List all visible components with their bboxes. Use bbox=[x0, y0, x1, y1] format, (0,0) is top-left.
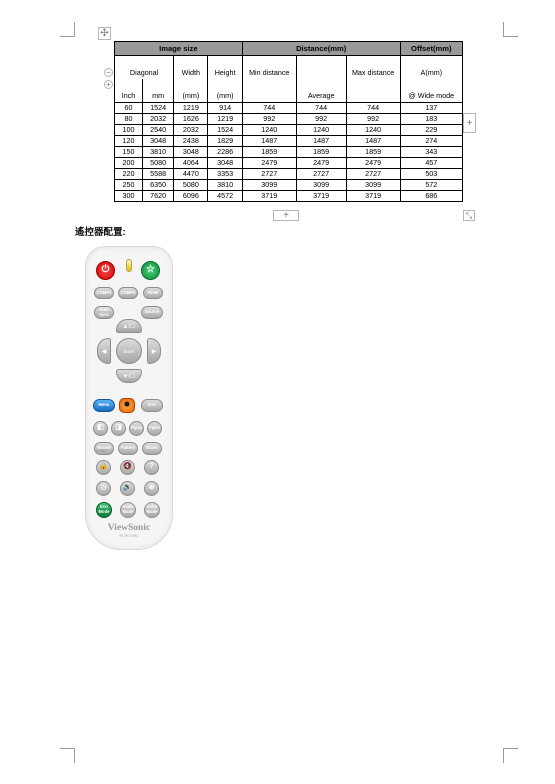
auto-sync-key: Auto Sync bbox=[94, 306, 114, 319]
cell-min-distance: 744 bbox=[242, 103, 296, 114]
power-icon: ⏻ bbox=[96, 261, 115, 280]
cell-max-distance: 1240 bbox=[346, 125, 400, 136]
unit-height-mm: (mm) bbox=[208, 79, 242, 103]
eco-mode-key: Eco Mode bbox=[96, 502, 112, 518]
volume-icon: 🔉 bbox=[120, 481, 135, 496]
cell-diagonal-mm: 7620 bbox=[143, 191, 174, 202]
table-row bbox=[115, 180, 463, 191]
blank-key: Blank bbox=[142, 442, 162, 455]
cell-diagonal-mm: 2032 bbox=[143, 114, 174, 125]
subheader-min-distance: Min distance bbox=[242, 56, 296, 80]
laser-icon: ✸ bbox=[119, 398, 135, 413]
cell-diagonal-mm: 5080 bbox=[143, 158, 174, 169]
cell-min-distance: 1240 bbox=[242, 125, 296, 136]
cell-diagonal-mm: 5588 bbox=[143, 169, 174, 180]
header-image-size: Image size bbox=[115, 42, 243, 56]
cell-min-distance: 1487 bbox=[242, 136, 296, 147]
unit-offset-wide-mode: @ Wide mode bbox=[400, 79, 462, 103]
star-icon: ☆ bbox=[141, 261, 160, 280]
cell-max-distance: 1487 bbox=[346, 136, 400, 147]
cell-min-distance: 3099 bbox=[242, 180, 296, 191]
unit-max bbox=[346, 79, 400, 103]
cell-height-mm: 3048 bbox=[208, 158, 242, 169]
table-row bbox=[115, 191, 463, 202]
cell-min-distance: 992 bbox=[242, 114, 296, 125]
pattern-key: Pattern bbox=[118, 442, 138, 455]
down-key-icon: ▼/☐ bbox=[116, 369, 142, 383]
table-row bbox=[115, 103, 463, 114]
cell-inch: 80 bbox=[115, 114, 143, 125]
cell-average-distance: 1859 bbox=[296, 147, 346, 158]
cell-height-mm: 1829 bbox=[208, 136, 242, 147]
column-insert-icon[interactable]: + bbox=[463, 113, 476, 133]
cell-height-mm: 3353 bbox=[208, 169, 242, 180]
cell-width-mm: 6096 bbox=[174, 191, 208, 202]
crop-mark-top-right bbox=[503, 22, 518, 37]
cell-max-distance: 744 bbox=[346, 103, 400, 114]
row-insert-icon[interactable]: + bbox=[104, 80, 113, 89]
audio-mode-key: Audio Mode bbox=[120, 502, 136, 518]
cell-average-distance: 3099 bbox=[296, 180, 346, 191]
comp1-key: COMP1 bbox=[94, 287, 114, 299]
cell-height-mm: 3810 bbox=[208, 180, 242, 191]
mouse-key: Mouse bbox=[94, 442, 114, 455]
left-key-icon: ◀ bbox=[97, 338, 111, 364]
cell-width-mm: 1626 bbox=[174, 114, 208, 125]
cell-offset: 457 bbox=[400, 158, 462, 169]
unit-mm: mm bbox=[143, 79, 174, 103]
page-left-icon: ◧ bbox=[93, 421, 108, 436]
table-move-handle-icon[interactable]: ✣ bbox=[98, 27, 111, 40]
subheader-max-distance: Max distance bbox=[346, 56, 400, 80]
cell-max-distance: 2727 bbox=[346, 169, 400, 180]
source-key: Source bbox=[141, 306, 163, 319]
exit-key: Exit bbox=[141, 399, 163, 412]
cell-average-distance: 1487 bbox=[296, 136, 346, 147]
table-row bbox=[115, 136, 463, 147]
table-row bbox=[115, 147, 463, 158]
cell-offset: 503 bbox=[400, 169, 462, 180]
unit-average: Average bbox=[296, 79, 346, 103]
cell-inch: 60 bbox=[115, 103, 143, 114]
cell-diagonal-mm: 3810 bbox=[143, 147, 174, 158]
brand-logo: ViewSonic bbox=[107, 523, 151, 533]
comp2-key: COMP2 bbox=[118, 287, 138, 299]
cell-average-distance: 1240 bbox=[296, 125, 346, 136]
up-key-icon: ▲/☐ bbox=[116, 319, 142, 333]
model-number: RCP070B1 bbox=[119, 534, 139, 538]
cell-offset: 137 bbox=[400, 103, 462, 114]
timer-icon: ◷ bbox=[96, 481, 111, 496]
crop-mark-bottom-right bbox=[503, 748, 518, 763]
cell-offset: 686 bbox=[400, 191, 462, 202]
cell-height-mm: 4572 bbox=[208, 191, 242, 202]
remote-control-image bbox=[85, 246, 173, 550]
cell-width-mm: 3048 bbox=[174, 147, 208, 158]
cell-min-distance: 2479 bbox=[242, 158, 296, 169]
cell-min-distance: 2727 bbox=[242, 169, 296, 180]
cell-offset: 229 bbox=[400, 125, 462, 136]
unit-min bbox=[242, 79, 296, 103]
table-subheader-row bbox=[115, 56, 463, 80]
header-distance: Distance(mm) bbox=[242, 42, 400, 56]
cell-diagonal-mm: 1524 bbox=[143, 103, 174, 114]
hdmi-key: HDMI bbox=[143, 287, 163, 299]
cell-inch: 100 bbox=[115, 125, 143, 136]
crop-mark-top-left bbox=[60, 22, 75, 37]
table-row bbox=[115, 158, 463, 169]
zoom-icon: ⊕ bbox=[144, 481, 159, 496]
cell-inch: 220 bbox=[115, 169, 143, 180]
cell-width-mm: 1219 bbox=[174, 103, 208, 114]
cell-offset: 343 bbox=[400, 147, 462, 158]
led-indicator bbox=[126, 259, 132, 272]
cell-width-mm: 4470 bbox=[174, 169, 208, 180]
table-header-row bbox=[115, 42, 463, 56]
table-resize-handle-icon[interactable]: ⤡ bbox=[463, 210, 475, 221]
cell-max-distance: 1859 bbox=[346, 147, 400, 158]
subheader-offset: A(mm) bbox=[400, 56, 462, 80]
cell-diagonal-mm: 3048 bbox=[143, 136, 174, 147]
header-offset: Offset(mm) bbox=[400, 42, 462, 56]
lock-icon: 🔒 bbox=[96, 460, 111, 475]
cell-average-distance: 2727 bbox=[296, 169, 346, 180]
cell-offset: 572 bbox=[400, 180, 462, 191]
right-key-icon: ▶ bbox=[147, 338, 161, 364]
table-body bbox=[115, 103, 463, 202]
cell-average-distance: 744 bbox=[296, 103, 346, 114]
cell-average-distance: 992 bbox=[296, 114, 346, 125]
cell-max-distance: 3719 bbox=[346, 191, 400, 202]
cell-width-mm: 4064 bbox=[174, 158, 208, 169]
row-remove-icon[interactable]: − bbox=[104, 68, 113, 77]
cell-width-mm: 5080 bbox=[174, 180, 208, 191]
cell-inch: 120 bbox=[115, 136, 143, 147]
table-units-row bbox=[115, 79, 463, 103]
cell-width-mm: 2438 bbox=[174, 136, 208, 147]
cell-height-mm: 914 bbox=[208, 103, 242, 114]
subheader-average bbox=[296, 56, 346, 80]
cell-height-mm: 2286 bbox=[208, 147, 242, 158]
subheader-height: Height bbox=[208, 56, 242, 80]
unit-width-mm: (mm) bbox=[174, 79, 208, 103]
lock-set-label: ⏻ SET bbox=[96, 449, 107, 453]
cell-height-mm: 1524 bbox=[208, 125, 242, 136]
menu-key: Menu bbox=[93, 399, 115, 412]
table-row bbox=[115, 169, 463, 180]
projection-distance-table bbox=[114, 41, 463, 202]
cell-inch: 150 bbox=[115, 147, 143, 158]
cell-average-distance: 3719 bbox=[296, 191, 346, 202]
cell-diagonal-mm: 6350 bbox=[143, 180, 174, 191]
cell-height-mm: 1219 bbox=[208, 114, 242, 125]
table-row bbox=[115, 125, 463, 136]
cell-inch: 250 bbox=[115, 180, 143, 191]
cell-offset: 183 bbox=[400, 114, 462, 125]
cell-inch: 200 bbox=[115, 158, 143, 169]
subheader-diagonal: Diagonal bbox=[115, 56, 174, 80]
unit-inch: Inch bbox=[115, 79, 143, 103]
cell-average-distance: 2479 bbox=[296, 158, 346, 169]
pgdn-key: PgDn bbox=[147, 421, 162, 436]
cell-min-distance: 3719 bbox=[242, 191, 296, 202]
cell-max-distance: 3099 bbox=[346, 180, 400, 191]
enter-key: Enter bbox=[116, 338, 142, 364]
cell-inch: 300 bbox=[115, 191, 143, 202]
color-mode-key: Color Mode bbox=[144, 502, 160, 518]
table-row bbox=[115, 114, 463, 125]
row-append-icon[interactable]: + bbox=[273, 210, 299, 221]
cell-diagonal-mm: 2540 bbox=[143, 125, 174, 136]
subheader-width: Width bbox=[174, 56, 208, 80]
cell-width-mm: 2032 bbox=[174, 125, 208, 136]
page-right-icon: ◨ bbox=[111, 421, 126, 436]
cell-max-distance: 992 bbox=[346, 114, 400, 125]
pgup-key: PgUp bbox=[129, 421, 144, 436]
dpad bbox=[97, 319, 161, 383]
help-icon: ? bbox=[144, 460, 159, 475]
cell-min-distance: 1859 bbox=[242, 147, 296, 158]
section-title: 遙控器配置: bbox=[75, 227, 126, 238]
crop-mark-bottom-left bbox=[60, 748, 75, 763]
cell-offset: 274 bbox=[400, 136, 462, 147]
mute-icon: 🔇 bbox=[120, 460, 135, 475]
cell-max-distance: 2479 bbox=[346, 158, 400, 169]
